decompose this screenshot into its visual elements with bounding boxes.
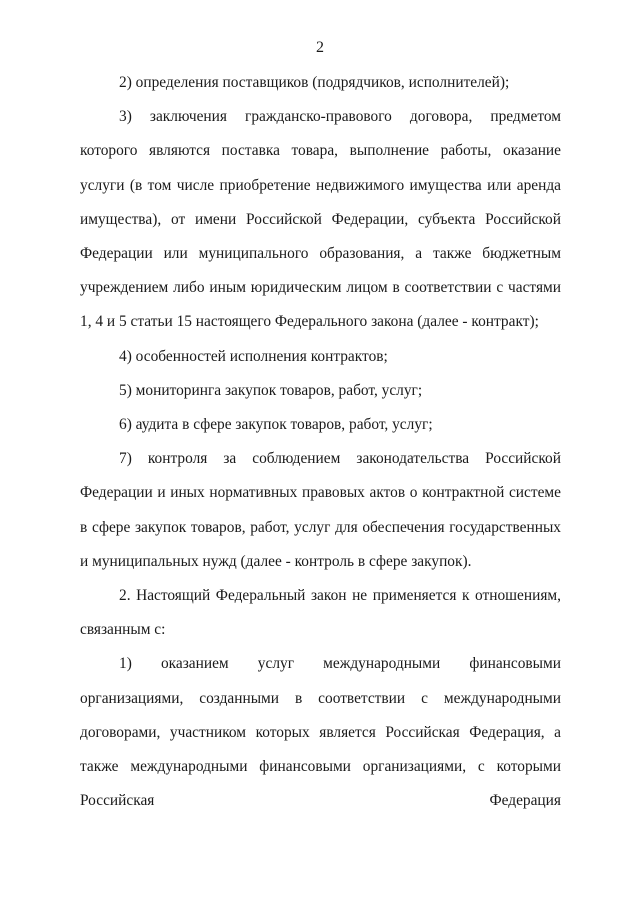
paragraph-item-6: 6) аудита в сфере закупок товаров, работ, услуг; — [119, 416, 433, 434]
paragraph-section-2-item-1: 1) оказанием услуг международными финансовыми организациями, созданными в соответствии с международными договорами, участником которых является Российская Федерация, а также международными финансовыми организациями, с которыми Российская Федерация — [80, 655, 561, 810]
paragraph-item-2: 2) определения поставщиков (подрядчиков, исполнителей); — [119, 74, 510, 91]
paragraph-item-5: 5) мониторинга закупок товаров, работ, услуг; — [119, 381, 423, 399]
document-body — [80, 66, 561, 818]
paragraph-section-2: 2. Настоящий Федеральный закон не применяется к отношениям, связанным с: — [80, 587, 561, 639]
paragraph-item-7: 7) контроля за соблюдением законодательства Российской Федерации и иных нормативных правовых актов о контрактной системе в сфере закупок товаров, работ, услуг для обеспечения государственных и муниципальных нужд (далее - контроль в сфере закупок). — [80, 450, 561, 570]
paragraph-item-3: 3) заключения гражданско-правового договора, предметом которого являются поставка товара, выполнение работы, оказание услуги (в том числе приобретение недвижимого имущества или аренда имущества), от имени Российской Федерации, субъекта Российской Федерации или муниципального образования, а также бюджетным учреждением либо иным юридическим лицом в соответствии с частями 1, 4 и 5 статьи 15 настоящего Федерального закона (далее - контракт); — [80, 108, 561, 331]
paragraph-item-4: 4) особенностей исполнения контрактов; — [119, 347, 388, 365]
page-number: 2 — [316, 39, 324, 56]
